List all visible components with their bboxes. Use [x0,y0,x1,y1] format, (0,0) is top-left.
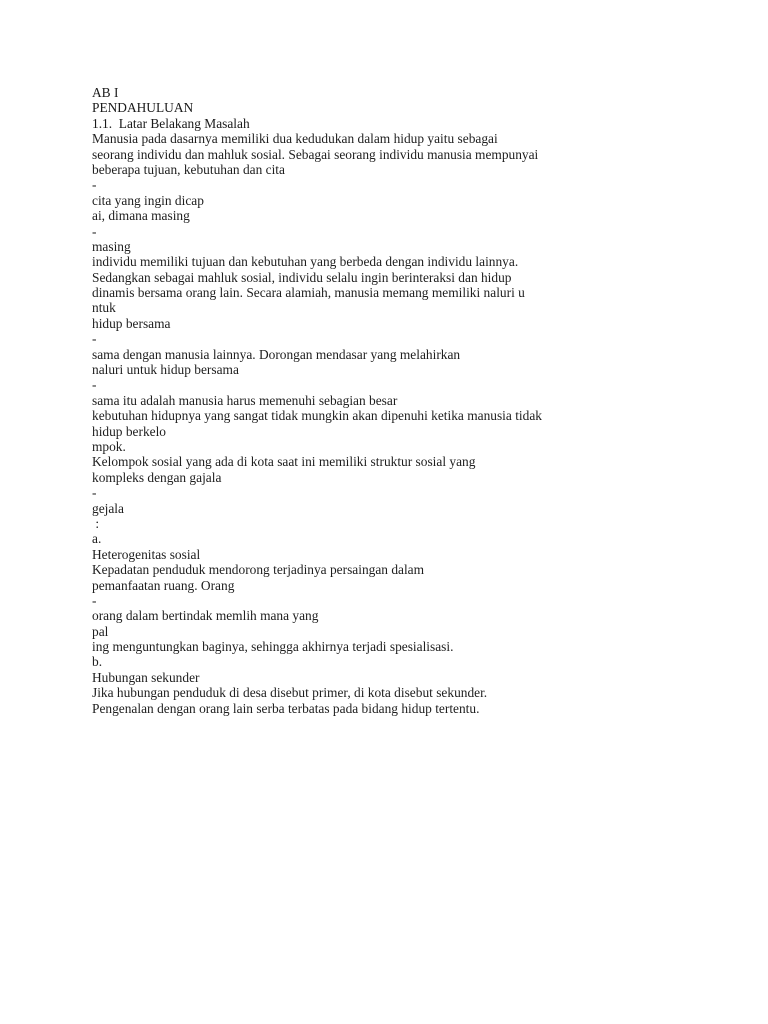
text-line: sama dengan manusia lainnya. Dorongan mendasar yang melahirkan [92,346,461,362]
chapter-title: AB I [92,85,119,100]
text-line: kebutuhan hidupnya yang sangat tidak mungkin akan dipenuhi ketika manusia tidak [92,408,542,424]
text-line: - [92,377,97,393]
text-line: Kelompok sosial yang ada di kota saat ini memiliki struktur sosial yang [92,454,476,470]
chapter-subtitle: PENDAHULUAN [92,100,194,116]
text-line: seorang individu dan mahluk sosial. Sebagai seorang individu manusia mempunyai [92,146,539,162]
text-line: pemanfaatan ruang. Orang [92,577,235,593]
text-line: beberapa tujuan, kebutuhan dan cita [92,161,285,177]
text-line: - [92,485,97,501]
text-line: hidup berkelo [92,423,167,439]
text-line: - [92,331,97,347]
text-line: - [92,223,97,239]
text-line: cita yang ingin dicap [92,192,204,208]
text-line: Kepadatan penduduk mendorong terjadinya persaingan dalam [92,562,425,578]
text-line: - [92,177,97,193]
text-line: Pengenalan dengan orang lain serba terbatas pada bidang hidup tertentu. [92,700,480,716]
text-line: Jika hubungan penduduk di desa disebut primer, di kota disebut sekunder. [92,685,488,701]
text-line: sama itu adalah manusia harus memenuhi sebagian besar [92,392,398,408]
text-line: ing menguntungkan baginya, sehingga akhirnya terjadi spesialisasi. [92,639,454,655]
text-line: gejala [92,500,124,516]
text-line: Manusia pada dasarnya memiliki dua kedudukan dalam hidup yaitu sebagai [92,131,498,147]
text-line: hidup bersama [92,315,171,331]
text-line: individu memiliki tujuan dan kebutuhan yang berbeda dengan individu lainnya. [92,254,519,270]
list-marker-b: b. [92,654,103,670]
text-line: masing [92,238,131,254]
list-item-title: Heterogenitas sosial [92,546,201,562]
text-line: ntuk [92,300,116,316]
text-line: dinamis bersama orang lain. Secara alamiah, manusia memang memiliki naluri u [92,285,525,301]
text-line: orang dalam bertindak memlih mana yang [92,608,319,624]
text-line: Sedangkan sebagai mahluk sosial, individu selalu ingin berinteraksi dan hidup [92,269,512,285]
document-body [92,85,592,716]
text-line: pal [92,623,109,639]
text-line: naluri untuk hidup bersama [92,362,239,378]
section-heading: 1.1. Latar Belakang Masalah [92,115,250,131]
text-line: - [92,592,97,608]
text-line: mpok. [92,438,126,454]
list-item-title: Hubungan sekunder [92,669,200,685]
text-line: : [92,515,100,531]
list-marker-a: a. [92,531,102,547]
text-line: ai, dimana masing [92,208,190,224]
text-line: kompleks dengan gajala [92,469,222,485]
